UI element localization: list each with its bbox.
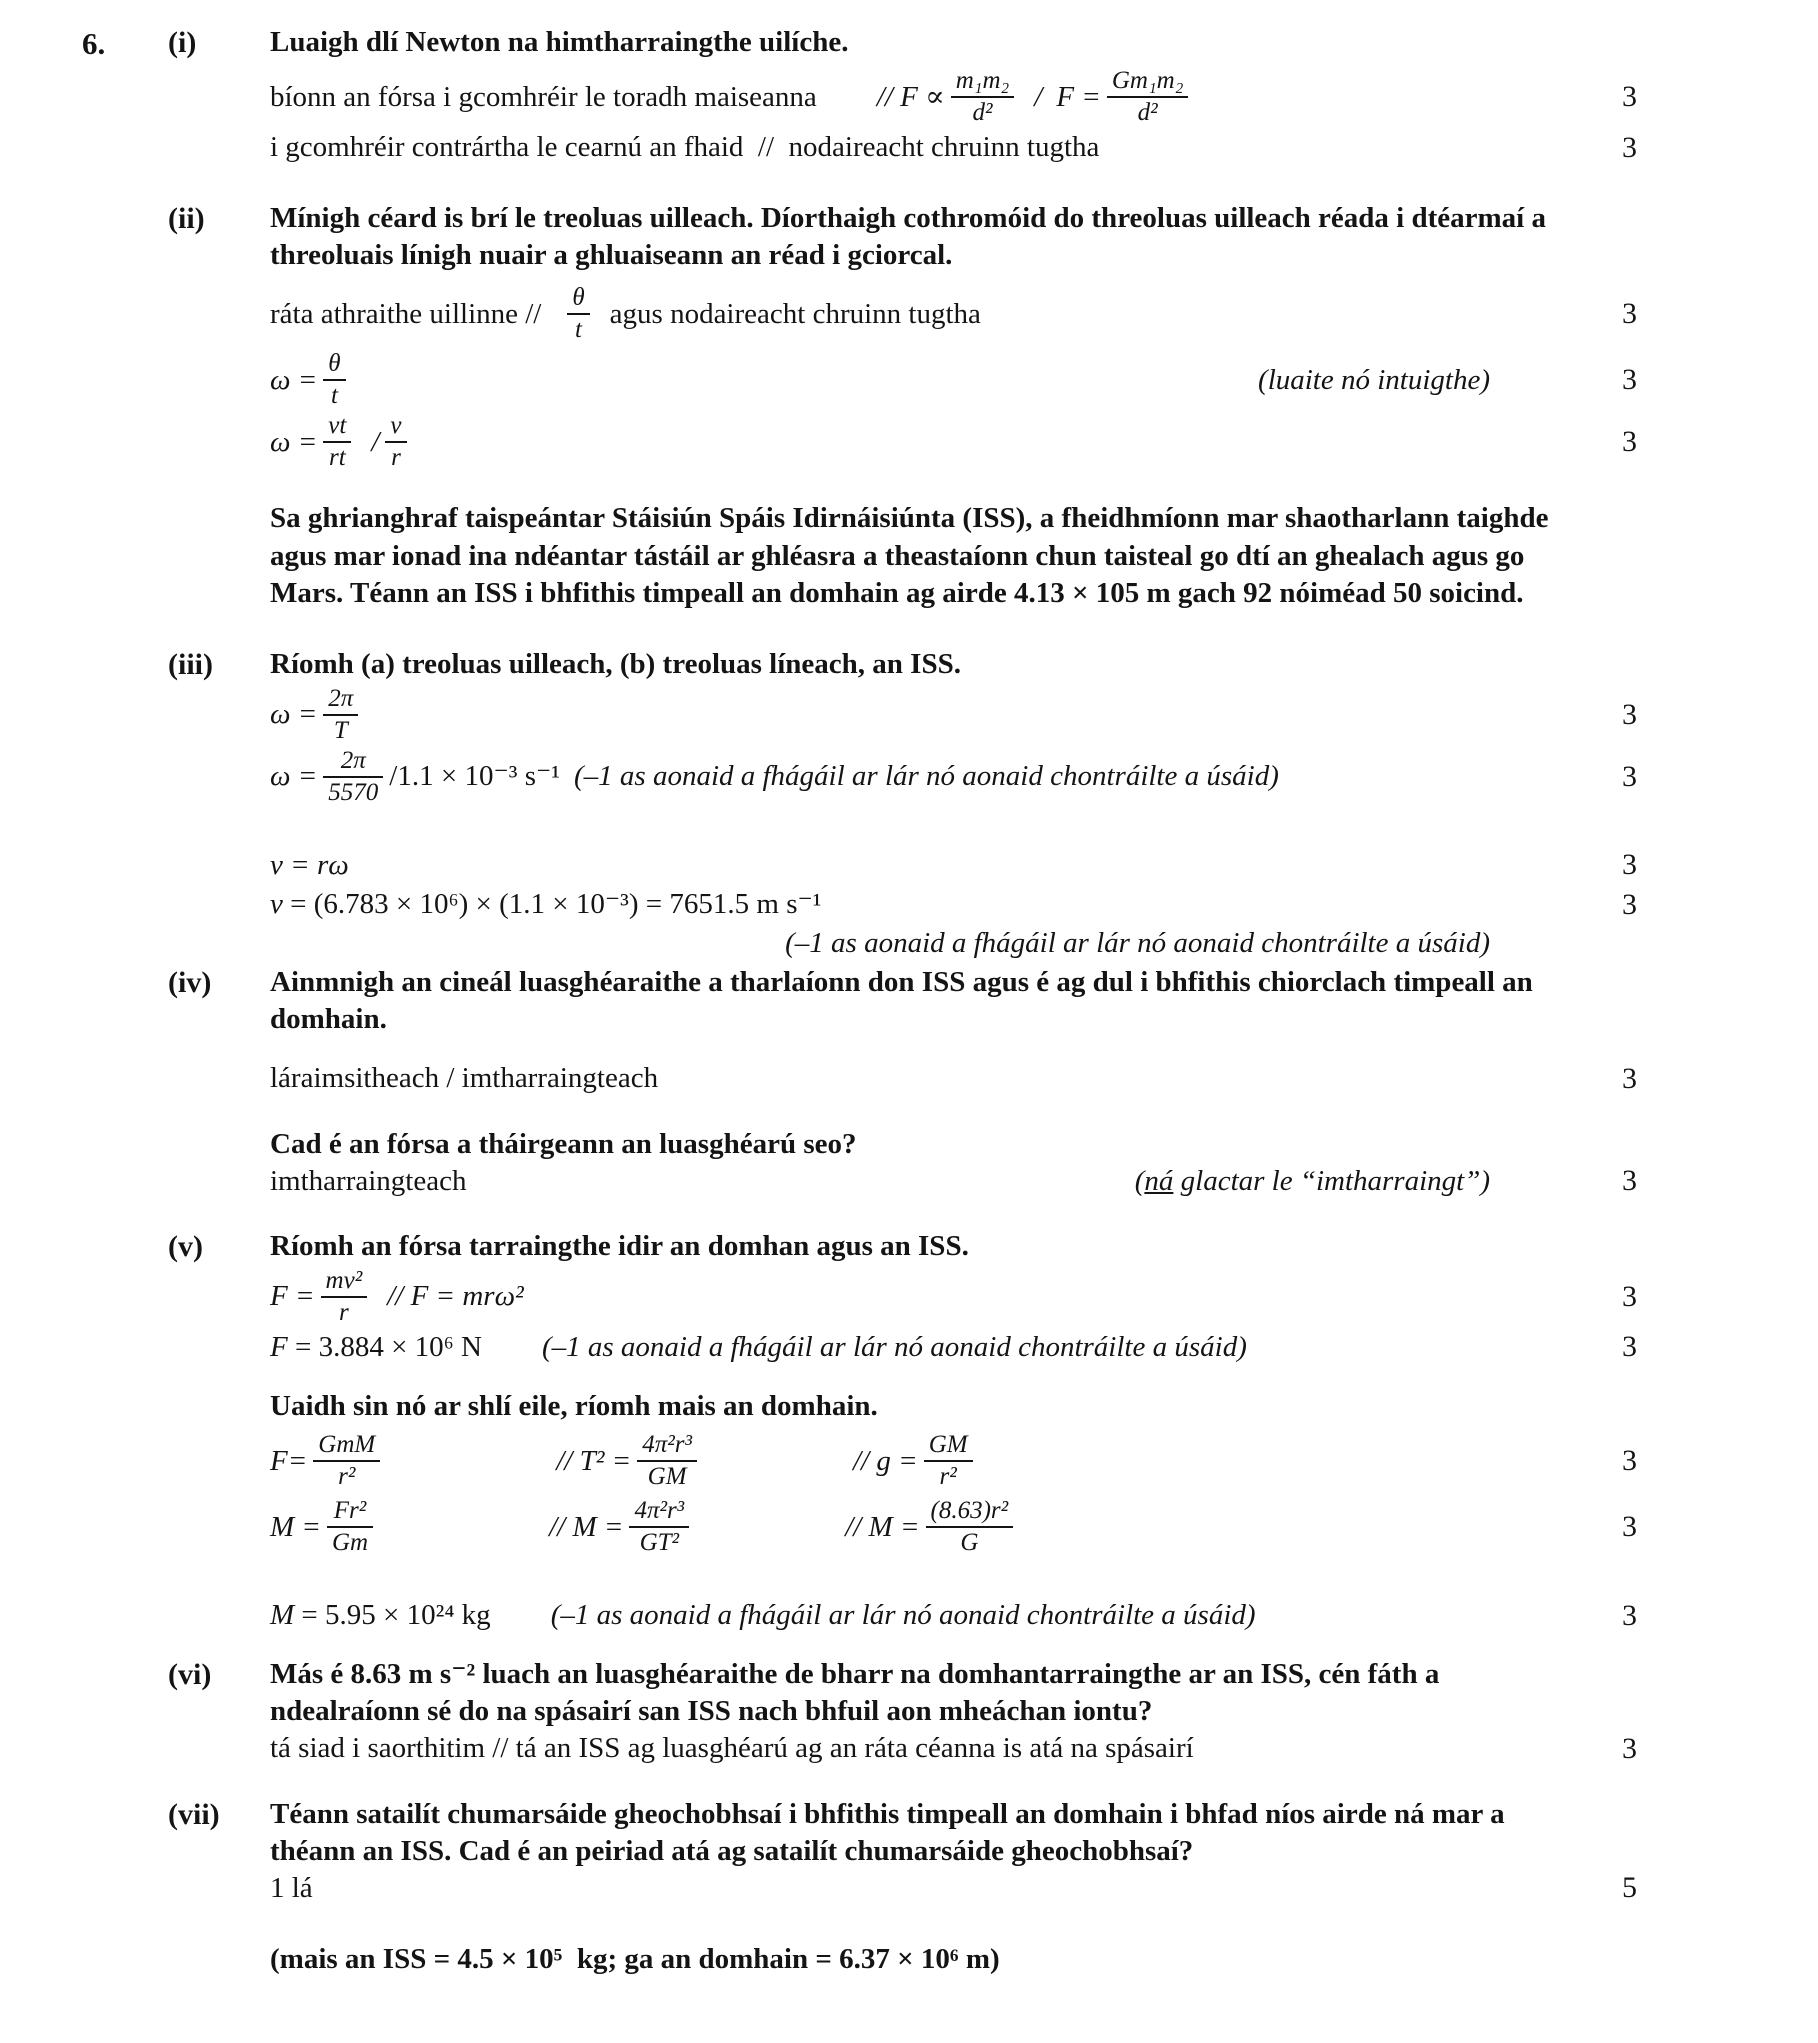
data-footnote: (mais an ISS = 4.5 × 10⁵ kg; ga an domhain = 6.37 × 10⁶ m) [270,1942,1000,1975]
section-iv-heading: Ainmnigh an cineál luasghéaraithe a tharlaíonn don ISS agus é ag dul i bhfithis chiorclach timpeall an domhain. [270,966,1541,1036]
note-rest: glactar le “imtharraingt”) [1173,1164,1490,1197]
section-vii-heading-row [0,1796,1818,1870]
section-iii-heading-row [0,646,1818,683]
formula-separator: / [1034,80,1043,113]
section-ii-answer1-row [0,284,1818,344]
section-iii-heading: Ríomh (a) treoluas uilleach, (b) treoluas líneach, an ISS. [270,647,961,680]
fraction-numerator: (8.63)r² [930,1497,1009,1525]
fraction-numerator: Fr² [333,1497,367,1525]
marker-note: (–1 as aonaid a fhágáil ar lár nó aonaid chontráilte a úsáid) [550,1599,1256,1632]
section-ii-answer3-row [0,412,1818,472]
answer-text: agus nodaireacht chruinn tugtha [609,297,981,330]
mark-value: 3 [1622,130,1637,164]
section-iii-answer-a1 [270,685,1570,745]
mark-value: 3 [1622,697,1637,731]
formula-result: = 5.95 × 10²⁴ kg [294,1599,491,1632]
section-i-label: (i) [168,26,197,59]
formula-variable: F [270,1330,288,1363]
fraction-numerator: 2π [328,684,354,712]
fraction [1107,67,1189,127]
fraction-denominator: T [323,714,358,745]
fraction-denominator: Gm [327,1526,373,1557]
marker-note [1135,1163,1490,1200]
fraction [924,1431,973,1491]
answer-text: bíonn an fórsa i gcomhréir le toradh maiseanna [270,80,817,113]
fraction [926,1497,1014,1557]
section-iii-answer-a2-row [0,747,1818,807]
fraction [323,350,345,410]
section-iv-question2-row [0,1126,1818,1163]
section-i-heading: Luaigh dlí Newton na himtharraingthe uilíche. [270,26,849,58]
mark-value: 3 [1622,1330,1637,1364]
note-underlined-word: ná [1144,1164,1174,1197]
section-ii-heading: Mínigh céard is brí le treoluas uilleach. Díorthaigh cothromóid do threoluas uilleach réada i dtéarmaí a threoluais línigh nuair a ghluaiseann an réad i gciorcal. [270,202,1554,272]
mark-value: 3 [1622,1163,1637,1197]
section-v-heading: Ríomh an fórsa tarraingthe idir an domhan agus an ISS. [270,1229,969,1262]
mark-value: 3 [1622,887,1637,921]
formula [270,886,1570,923]
section-i-answer2-row [0,129,1818,166]
formula-prefix: F = [1056,80,1101,113]
section-vii-heading: Téann satailít chumarsáide gheochobhsaí i bhfithis timpeall an domhain i bhfad níos airde ná mar a théann an ISS. Cad é an peiriad atá ag satailít chumarsáide gheochobhsaí? [270,1797,1512,1867]
section-iii-label: (iii) [168,647,213,681]
formula: v = rω [270,848,349,881]
fraction-denominator: r² [313,1460,380,1491]
fraction-numerator: 2π [340,746,366,774]
section-vii-answer1-row [0,1870,1818,1907]
section-v-answer2-row [0,1329,1818,1366]
fraction-denominator: t [323,379,345,410]
fraction-denominator: GM [637,1460,697,1491]
fraction-denominator: t [567,313,589,344]
fraction-denominator: 5570 [323,776,383,807]
formula-prefix: ω = [270,760,318,793]
formula-prefix: // M = [549,1510,624,1543]
mark-value: 3 [1622,363,1637,397]
section-v-answer1-row [0,1267,1818,1327]
mark-value: 3 [1622,848,1637,882]
iss-context-paragraph: Sa ghrianghraf taispeántar Stáisiún Spáis Idirnáisiúnta (ISS), a fheidhmíonn mar shaotharlann taighde agus mar ionad ina ndéantar tástáil ar ghléasra a theastaíonn chun taisteal go dtí an ghealach agus go Mars. Téann an ISS i bhfithis timpeall an domhain ag airde 4.13 × 105 m gach 92 nóiméad 50 soicind. [270,502,1556,609]
formula-prefix: // T² = [556,1444,632,1477]
section-ii-answer1 [270,284,1570,344]
formula-prefix: M = [270,1510,321,1543]
fraction [323,747,383,807]
fraction-numerator: GM [928,1431,968,1459]
formula-variable: v [270,887,283,920]
section-v-answer3-row [0,1597,1818,1634]
fraction-numerator: vt [328,412,347,440]
section-v-label: (v) [168,1229,203,1263]
fraction [313,1431,380,1491]
section-iv-label: (iv) [168,966,212,1000]
mark-value: 3 [1622,1443,1637,1477]
section-iv-heading-row [0,964,1818,1038]
formula-prefix: ω = [270,425,318,458]
answer-text: 1 lá [270,1871,313,1904]
fraction-denominator: d² [951,96,1015,127]
fraction [629,1497,689,1557]
answer-text: imtharraingteach [270,1164,467,1197]
mark-value: 3 [1622,1731,1637,1765]
fraction [321,1267,368,1327]
formula-result: /1.1 × 10⁻³ s⁻¹ [389,760,560,793]
section-vi-heading-row [0,1656,1818,1730]
fraction-denominator: rt [323,441,351,472]
section-iv-answer2-row [0,1163,1818,1200]
section-i-answer1-row [0,67,1818,127]
formula-prefix: F= [270,1444,308,1477]
formula-prefix: // F ∝ [876,80,945,113]
section-iii-note-row [0,925,1818,962]
section-ii-answer2-row [0,350,1818,410]
section-iii-answer-b1-row [0,847,1818,884]
mass-formula-row1 [270,1431,1570,1491]
section-ii-answer3 [270,412,1570,472]
answer-text: i gcomhréir contrártha le cearnú an fhaid // nodaireacht chruinn tugtha [270,131,1100,164]
fraction-numerator: θ [328,350,341,378]
marker-note: (–1 as aonaid a fhágáil ar lár nó aonaid chontráilte a úsáid) [574,760,1279,793]
section-vi-answer1-row [0,1730,1818,1767]
section-ii-heading-row [0,200,1818,274]
answer-text: tá siad i saorthitim // tá an ISS ag luasghéarú ag an ráta céanna is atá na spásairí [270,1732,1194,1765]
mass-formula-row2 [270,1497,1570,1557]
marker-note: (–1 as aonaid a fhágáil ar lár nó aonaid chontráilte a úsáid) [541,1330,1247,1363]
answer-text: ráta athraithe uillinne // [270,297,542,330]
fraction-numerator: 4π²r³ [642,1431,692,1459]
section-iii-answer-b2-row [0,886,1818,923]
fraction-numerator: Gm₁m₂ [1111,67,1184,95]
answer-text: láraimsitheach / imtharraingteach [270,1062,659,1095]
section-i-heading-row [0,24,1818,61]
mark-value: 5 [1622,1871,1637,1905]
section-vii-label: (vii) [168,1797,220,1831]
section-iv-question2: Cad é an fórsa a tháirgeann an luasghéarú seo? [270,1127,857,1160]
section-v-subheading: Uaidh sin nó ar shlí eile, ríomh mais an domhain. [270,1389,878,1422]
fraction-denominator: GT² [629,1526,689,1557]
section-v-subheading-row [0,1388,1818,1425]
formula-prefix: // M = [845,1510,920,1543]
section-ii-label: (ii) [168,202,205,236]
mark-value: 3 [1622,1061,1637,1095]
mark-value: 3 [1622,297,1637,331]
section-iii-answer-a1-row [0,685,1818,745]
fraction-denominator: G [926,1526,1014,1557]
section-iii-answer-a2 [270,747,1570,807]
section-vi-heading: Más é 8.63 m s⁻² luach an luasghéaraithe de bharr na domhantarraingthe ar an ISS, cén fáth a ndealraíonn sé do na spásairí san ISS nach bhfuil aon mheáchan iontu? [270,1658,1447,1728]
note-open-paren: ( [1134,1164,1145,1197]
fraction-numerator: θ [572,284,585,312]
fraction-numerator: 4π²r³ [634,1497,685,1525]
fraction-numerator: m₁m₂ [955,67,1010,95]
section-v-mass-row2 [0,1497,1818,1557]
section-i-answer1 [270,67,1570,127]
formula-separator: / [371,425,380,458]
fraction-denominator: r [321,1296,368,1327]
data-footnote-row [0,1941,1818,1978]
fraction [327,1497,373,1557]
marker-note: (luaite nó intuigthe) [1258,363,1490,396]
section-iv-answer1-row [0,1060,1818,1097]
fraction [323,412,351,472]
formula-prefix: ω = [270,698,318,731]
section-vi-label: (vi) [168,1658,212,1692]
mark-value: 3 [1622,759,1637,793]
section-v-heading-row [0,1228,1818,1265]
formula [270,1597,1570,1634]
mark-value: 3 [1622,79,1637,113]
mark-value: 3 [1622,1598,1637,1632]
formula-prefix: F = [270,1280,315,1313]
formula-variable: M [270,1599,295,1632]
section-v-mass-row1 [0,1431,1818,1491]
fraction [567,284,589,344]
fraction-numerator: v [390,412,402,440]
section-iv-answer2 [270,1163,1570,1200]
iss-context-paragraph-row [0,500,1818,611]
note-line [270,925,1570,962]
fraction-denominator: d² [1107,96,1189,127]
mark-value: 3 [1622,425,1637,459]
formula-result: = 3.884 × 10⁶ N [287,1330,482,1363]
fraction-denominator: r [385,441,406,472]
fraction-numerator: GmM [318,1431,376,1459]
formula-result: = (6.783 × 10⁶) × (1.1 × 10⁻³) = 7651.5 m s⁻¹ [282,887,822,920]
fraction [637,1431,697,1491]
fraction [951,67,1015,127]
mark-value: 3 [1622,1509,1637,1543]
fraction-denominator: r² [924,1460,973,1491]
question-number: 6. [82,26,106,61]
formula-prefix: ω = [270,363,318,396]
fraction [323,685,358,745]
marker-note: (–1 as aonaid a fhágáil ar lár nó aonaid chontráilte a úsáid) [785,927,1490,960]
formula-prefix: // g = [853,1444,918,1477]
mark-value: 3 [1622,1279,1637,1313]
fraction-numerator: mv² [325,1266,363,1294]
formula-alt: // F = mrω² [387,1280,524,1313]
fraction [385,412,406,472]
section-ii-answer2 [270,350,1570,410]
formula [270,1329,1570,1366]
section-v-answer1 [270,1267,1570,1327]
